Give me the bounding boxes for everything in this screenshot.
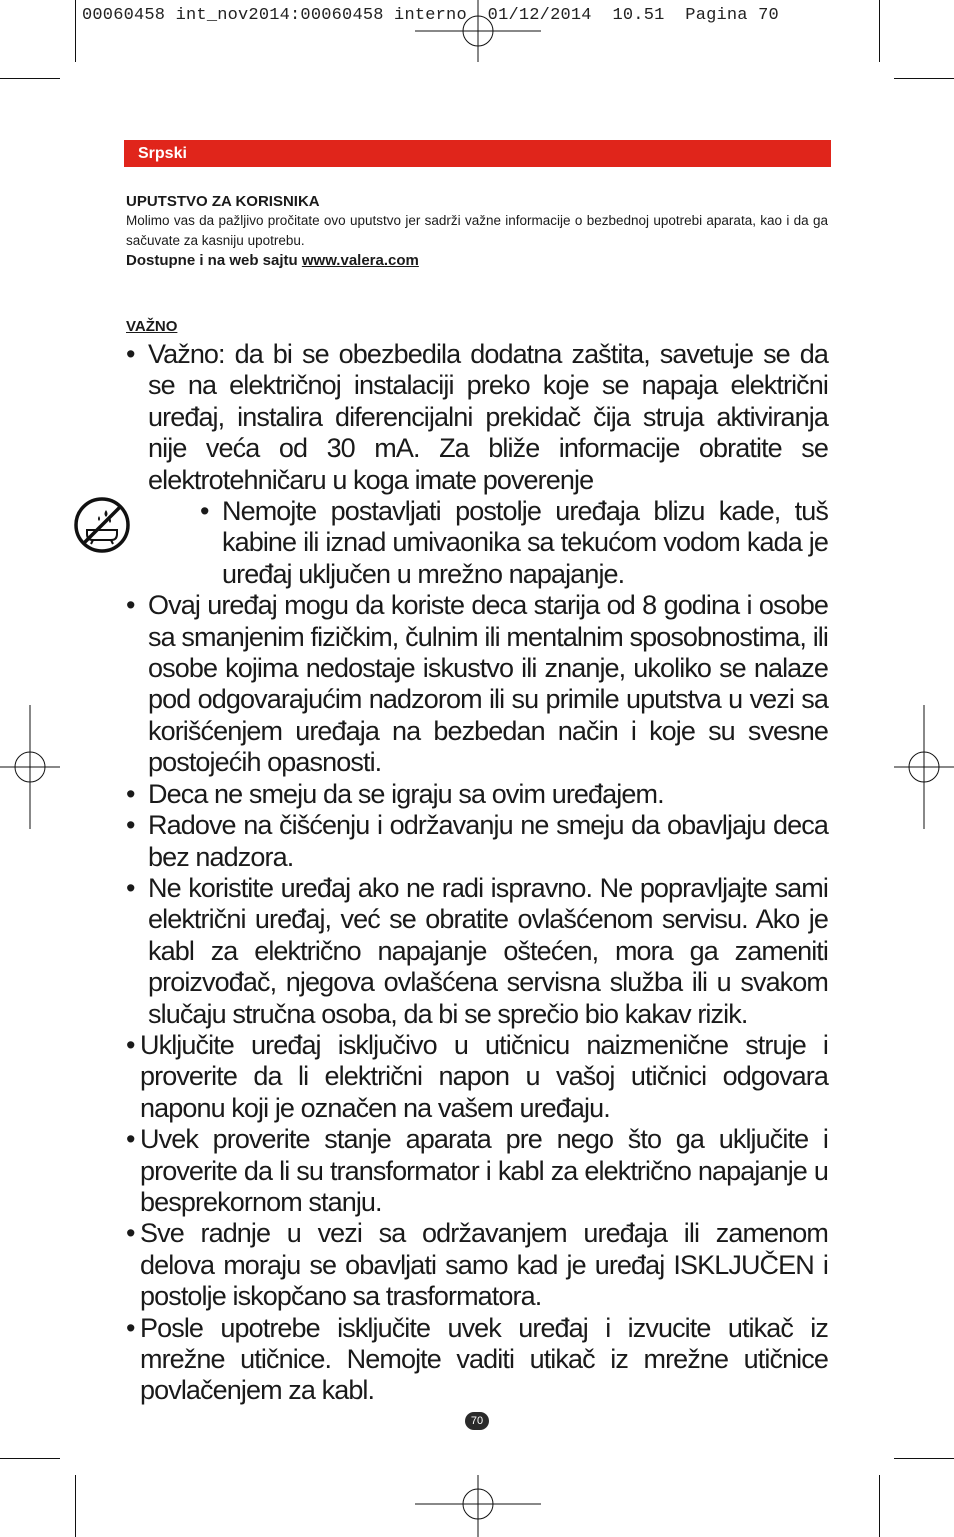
intro-web-label: Dostupne i na web sajtu (126, 252, 302, 269)
item-text: Uključite uređaj isključivo u utičnicu naizmenične struje i proverite da li električni napon u vašoj utičnici odgovara naponu koji je označen na vašem uređaju. (140, 1029, 828, 1123)
language-bar: Srpski (124, 140, 831, 167)
item-text: Važno: da bi se obezbedila dodatna zaštita, savetuje se da se na električnoj instalaciji preko koje se napaja električni uređaj, instalira diferencijalni prekidač čija struja aktiviranja nije veća od 30 mA. Za bliže informacije obratite se elektrotehničaru u koga imate poverenje (148, 339, 828, 495)
item-text: Posle upotrebe isključite uvek uređaj i izvucite utikač iz mrežne utičnice. Nemojte vaditi utikač iz mrežne utičnice povlačenjem za kabl. (140, 1312, 828, 1406)
list-item (126, 339, 828, 496)
crop-mark (894, 1458, 954, 1459)
intro-block (126, 193, 828, 271)
list-item (126, 873, 828, 1030)
list-item (126, 590, 828, 778)
crop-mark (75, 1475, 76, 1537)
crop-mark (879, 0, 880, 62)
item-text: Deca ne smeju da se igraju sa ovim uređajem. (148, 778, 664, 809)
list-item (126, 810, 828, 873)
bullet: • (126, 872, 135, 903)
crop-mark (0, 1458, 60, 1459)
bullet: • (126, 810, 135, 841)
crop-mark (894, 78, 954, 79)
intro-text: Molimo vas da pažljivo pročitate ovo uputstvo jer sadrži važne informacije o bezbednoj upotrebi aparata, kao i da ga sačuvate za kasniju upotrebu. (126, 213, 828, 248)
item-text: Radove na čišćenju i održavanju ne smeju da obavljaju deca bez nadzora. (148, 810, 828, 872)
bullet: • (126, 778, 135, 809)
list-item (126, 1124, 828, 1218)
item-text: Uvek proverite stanje aparata pre nego što ga uključite i proverite da li su transformator i kabl za električno napajanje u besprekornom stanju. (140, 1124, 828, 1217)
bullet: • (126, 590, 135, 621)
website-link[interactable]: www.valera.com (301, 252, 419, 269)
bullet: • (200, 496, 209, 527)
registration-mark-bottom (415, 1475, 541, 1537)
bullet: • (126, 1218, 135, 1249)
crop-mark (0, 78, 60, 79)
no-water-bath-icon (73, 496, 131, 554)
list-item (200, 496, 828, 590)
item-text: Ne koristite uređaj ako ne radi ispravno. Ne popravljajte sami električni uređaj, već se obratite ovlašćenom servisu. Ako je kabl za električno napajanje oštećen, mora ga zameniti proizvođač, njegova ovlašćena servisna služba ili u svakom slučaju stručna osoba, da bi se sprečio bio kakav rizik. (148, 872, 828, 1029)
registration-mark-right (894, 705, 954, 829)
crop-mark (75, 0, 76, 62)
crop-mark (879, 1475, 880, 1537)
bullet: • (126, 1124, 135, 1155)
safety-list (126, 339, 828, 1407)
item-text: Sve radnje u vezi sa održavanjem uređaja ili zamenom delova moraju se obavljati samo kad je uređaj ISKLJUČEN i postolje iskopčano sa trasformatora. (140, 1218, 828, 1312)
bullet: • (126, 1312, 135, 1343)
bullet: • (126, 1029, 135, 1060)
registration-mark-left (0, 705, 60, 829)
list-item (126, 779, 828, 810)
item-text: Nemojte postavljati postolje uređaja blizu kade, tuš kabine ili iznad umivaonika sa tekućom vodom kada je uređaj uključen u mrežno napajanje. (222, 496, 828, 589)
bullet: • (126, 339, 135, 369)
list-item (126, 1218, 828, 1312)
registration-mark-top (415, 0, 541, 62)
section-heading: VAŽNO (126, 318, 178, 335)
page-number: 70 (465, 1412, 489, 1430)
list-item (126, 1030, 828, 1124)
intro-title: UPUTSTVO ZA KORISNIKA (126, 193, 320, 210)
item-text: Ovaj uređaj mogu da koriste deca starija od 8 godina i osobe sa smanjenim fizičkim, čulnim ili mentalnim sposobnostima, ili osobe kojima nedostaje iskustvo ili znanje, ukoliko se nalaze pod odgovarajućim nadzorom ili su primile uputstva u vezi sa korišćenjem uređaja na bezbedan način i koje su svesne postojećih opasnosti. (148, 590, 828, 778)
list-item (126, 1313, 828, 1407)
intro-web (126, 251, 828, 271)
print-header: 00060458 int_nov2014:00060458 interno 01/12/2014 10.51 Pagina 70 (82, 6, 779, 25)
